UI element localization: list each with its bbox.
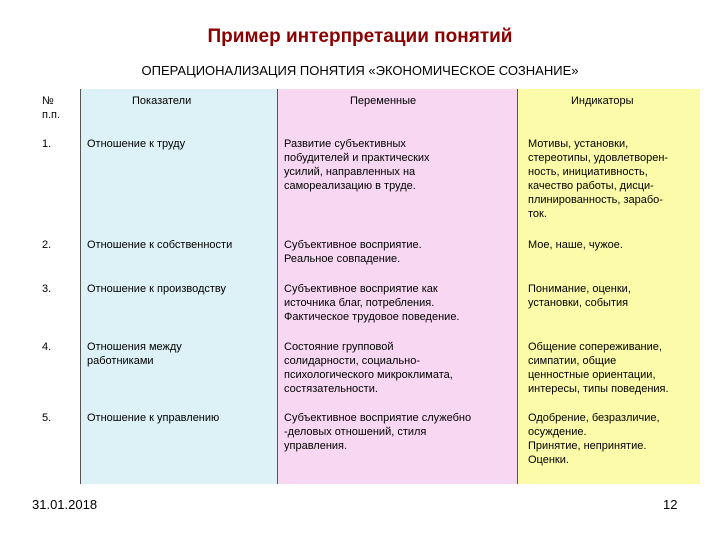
row-2-number: 2.	[42, 239, 52, 251]
slide-date: 31.01.2018	[32, 497, 98, 512]
row-5-sign: Одобрение, безразличие, осуждение. Принятие, непринятие. Оценки.	[528, 412, 660, 466]
row-3-number: 3.	[42, 283, 52, 295]
row-3-variable: Субъективное восприятие как источника благ, потребления. Фактическое трудовое поведение.	[284, 283, 460, 323]
row-1-variable: Развитие субъективных побудителей и практических усилий, направленных на самореализацию в труде.	[284, 138, 430, 192]
header-variables: Переменные	[350, 95, 417, 107]
row-1-indicator: Отношение к труду	[87, 138, 186, 150]
row-5-number: 5.	[42, 412, 52, 424]
row-4-sign: Общение сопереживание, симпатии, общие ценностные ориентации, интересы, типы поведения.	[528, 341, 669, 395]
row-4-number: 4.	[42, 341, 52, 353]
row-4-variable: Состояние групповой солидарности, социально- психологического микроклимата, состязательности.	[284, 341, 453, 395]
slide-subtitle: ОПЕРАЦИОНАЛИЗАЦИЯ ПОНЯТИЯ «ЭКОНОМИЧЕСКОЕ СОЗНАНИЕ»	[141, 63, 579, 78]
slide-title: Пример интерпретации понятий	[207, 26, 513, 47]
row-3-sign: Понимание, оценки, установки, события	[528, 283, 631, 309]
row-2-sign: Мое, наше, чужое.	[528, 239, 623, 251]
row-5-variable: Субъективное восприятие служебно -деловых отношений, стиля управления.	[284, 412, 472, 452]
row-4-indicator: Отношения между работниками	[87, 341, 182, 367]
header-number: № п.п.	[42, 95, 61, 121]
row-5-indicator: Отношение к управлению	[87, 412, 220, 424]
row-2-variable: Субъективное восприятие. Реальное совпадение.	[284, 239, 422, 265]
operationalization-table	[36, 89, 700, 484]
row-1-number: 1.	[42, 138, 52, 150]
slide-page-number: 12	[663, 497, 678, 512]
header-indicators: Показатели	[132, 95, 192, 107]
row-1-sign: Мотивы, установки, стереотипы, удовлетворен- ность, инициативность, качество работы, дисци- плинированность, зарабо- ток.	[528, 138, 669, 220]
row-3-indicator: Отношение к производству	[87, 283, 227, 295]
header-signs: Индикаторы	[571, 95, 634, 107]
row-2-indicator: Отношение к собственности	[87, 239, 233, 251]
